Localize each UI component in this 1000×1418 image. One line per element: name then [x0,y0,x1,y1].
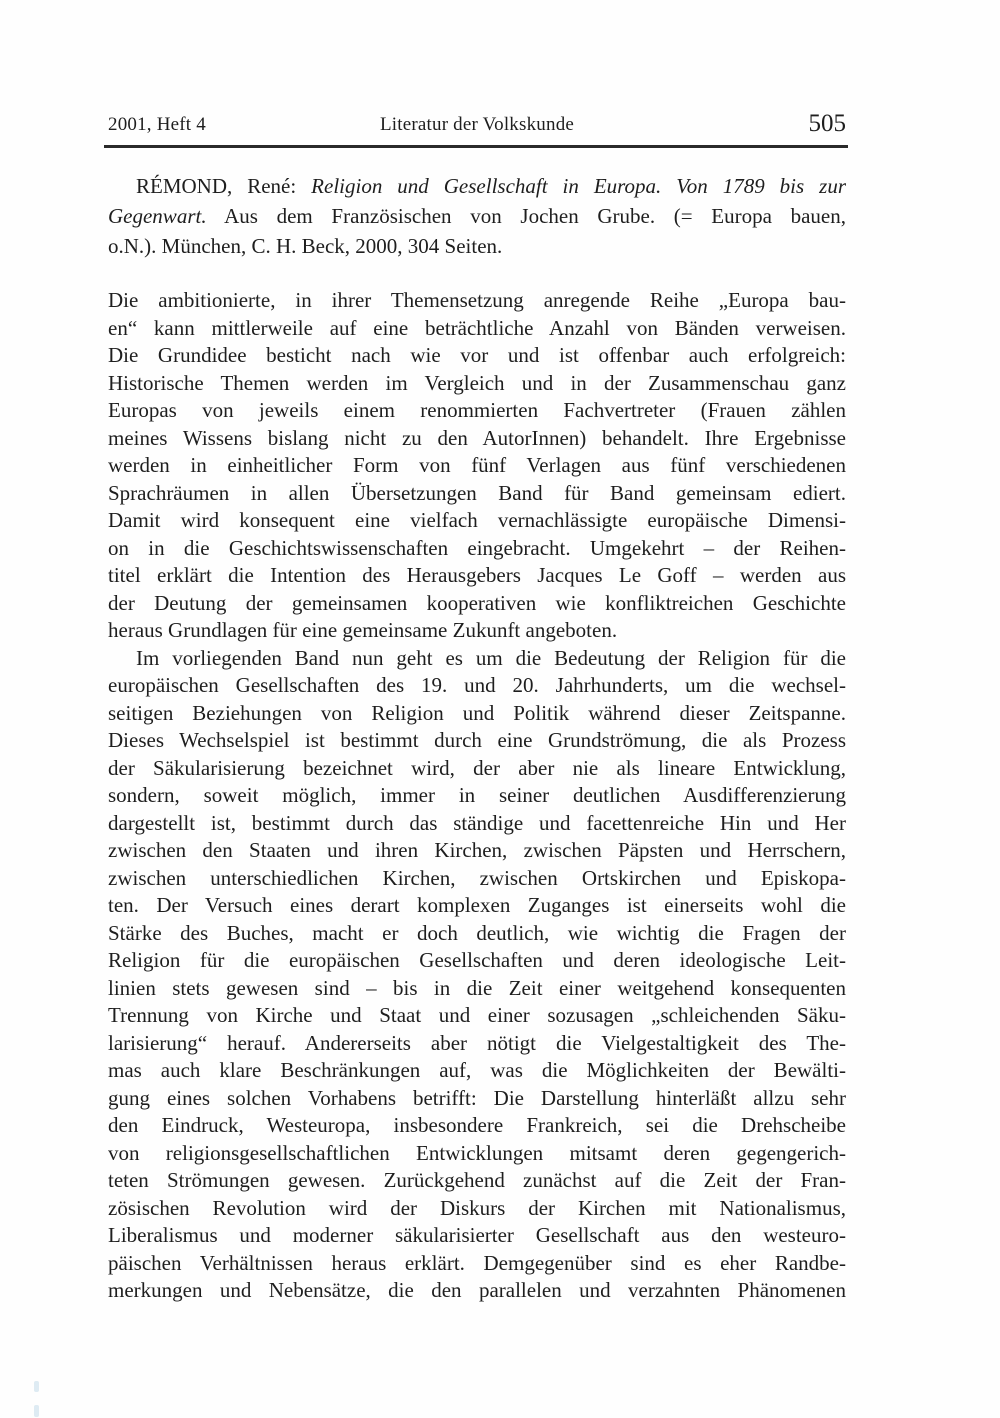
citation-text: Aus dem Französischen von Jochen Grube. (= Europa bauen, [206,204,846,228]
citation-line [108,231,846,261]
text-line: Liberalismus und moderner säkularisierter Gesellschaft aus den westeuro- [108,1223,846,1247]
issue-label: 2001, Heft 4 [108,114,206,135]
text-line: gung eines solchen Vorhabens betrifft: Die Darstellung hinterläßt allzu sehr [108,1085,846,1110]
text-line: Religion für die europäischen Gesellschaften und deren ideologische Leit- [108,948,846,972]
text-line: meines Wissens bislang nicht zu den AutorInnen) behandelt. Ihre Ergebnisse [108,425,846,450]
text-line: seitigen Beziehungen von Religion und Politik während dieser Zeitspanne. [108,700,846,725]
text-line: mas auch klare Beschränkungen auf, was die Möglichkeiten der Bewälti- [108,1058,846,1082]
text-line: den Eindruck, Westeuropa, insbesondere Frankreich, sei die Drehscheibe [108,1113,846,1137]
journal-title: Literatur der Volkskunde [379,114,575,135]
scan-artifact [34,1381,39,1392]
text-line: zwischen den Staaten und ihren Kirchen, zwischen Päpsten und Herrschern, [108,838,846,862]
text-line: Die Grundidee besticht nach wie vor und ist offenbar auch erfolgreich: [108,343,846,367]
page-number: 505 [808,110,846,137]
text-line: werden in einheitlicher Form von fünf Verlagen aus fünf verschiedenen [108,453,846,477]
text-line: der Säkularisierung bezeichnet wird, der aber nie als lineare Entwicklung, [108,755,846,780]
citation-line [108,171,846,201]
citation-line [108,201,846,231]
text-line: en“ kann mittlerweile auf eine beträchtliche Anzahl von Bänden verweisen. [108,315,846,340]
header-rule [104,145,848,148]
text-line: Im vorliegenden Band nun geht es um die Bedeutung der Religion für die [136,645,846,670]
text-line: ten. Der Versuch eines derart komplexen Zuganges ist einerseits wohl die [108,893,846,917]
text-line: Die ambitionierte, in ihrer Themensetzung anregende Reihe „Europa bau- [108,288,846,312]
text-line: zwischen unterschiedlichen Kirchen, zwischen Ortskirchen und Episkopa- [108,865,846,890]
text-line: Sprachräumen in allen Übersetzungen Band für Band gemeinsam ediert. [108,480,846,505]
scan-artifact [34,1405,39,1417]
text-line: der Deutung der gemeinsamen kooperativen wie konfliktreichen Geschichte [108,590,846,615]
citation-block [108,171,846,261]
text-line: dargestellt ist, bestimmt durch das ständige und facettenreiche Hin und Her [108,810,846,835]
review-body [108,287,846,1305]
citation-title-italic: Gegenwart. [108,204,207,228]
text-line: sondern, soweit möglich, immer in seiner deutlichen Ausdifferenzierung [108,783,846,807]
text-line: Damit wird konsequent eine vielfach vernachlässigte europäische Dimensi- [108,508,846,532]
text-line: Historische Themen werden im Vergleich und in der Zusammenschau ganz [108,370,846,395]
text-line: heraus Grundlagen für eine gemeinsame Zukunft angeboten. [108,618,618,642]
text-line: on in die Geschichtswissenschaften eingebracht. Umgekehrt – der Reihen- [108,535,846,560]
citation-text: RÉMOND, René: [136,174,312,198]
text-line: von religionsgesellschaftlichen Entwicklungen mitsamt deren gegengerich- [108,1140,846,1165]
citation-text: o.N.). München, C. H. Beck, 2000, 304 Seiten. [108,234,503,258]
text-line: zösischen Revolution wird der Diskurs der Kirchen mit Nationalismus, [108,1195,846,1220]
page-header [108,108,846,136]
text-line: europäischen Gesellschaften des 19. und 20. Jahrhunderts, um die wechsel- [108,673,846,697]
text-line: merkungen und Nebensätze, die den parallelen und verzahnten Phänomenen [108,1278,846,1302]
text-line: päischen Verhältnissen heraus erklärt. Demgegenüber sind es eher Randbe- [108,1250,846,1275]
text-line: Europas von jeweils einem renommierten Fachvertreter (Frauen zählen [108,398,846,422]
text-line: teten Strömungen gewesen. Zurückgehend zunächst auf die Zeit der Fran- [108,1168,846,1192]
text-line: linien stets gewesen sind – bis in die Zeit einer weitgehend konsequenten [108,975,846,1000]
text-line: titel erklärt die Intention des Herausgebers Jacques Le Goff – werden aus [108,563,846,587]
text-line: Dieses Wechselspiel ist bestimmt durch eine Grundströmung, die als Prozess [108,728,846,752]
citation-title-italic: Religion und Gesellschaft in Europa. Von 1789 bis zur [311,174,846,198]
text-line: Stärke des Buches, macht er doch deutlich, wie wichtig die Fragen der [108,920,846,945]
text-line: larisierung“ herauf. Andererseits aber nötigt die Vielgestaltigkeit des The- [108,1030,846,1055]
text-line: Trennung von Kirche und Staat und einer sozusagen „schleichenden Säku- [108,1003,846,1027]
